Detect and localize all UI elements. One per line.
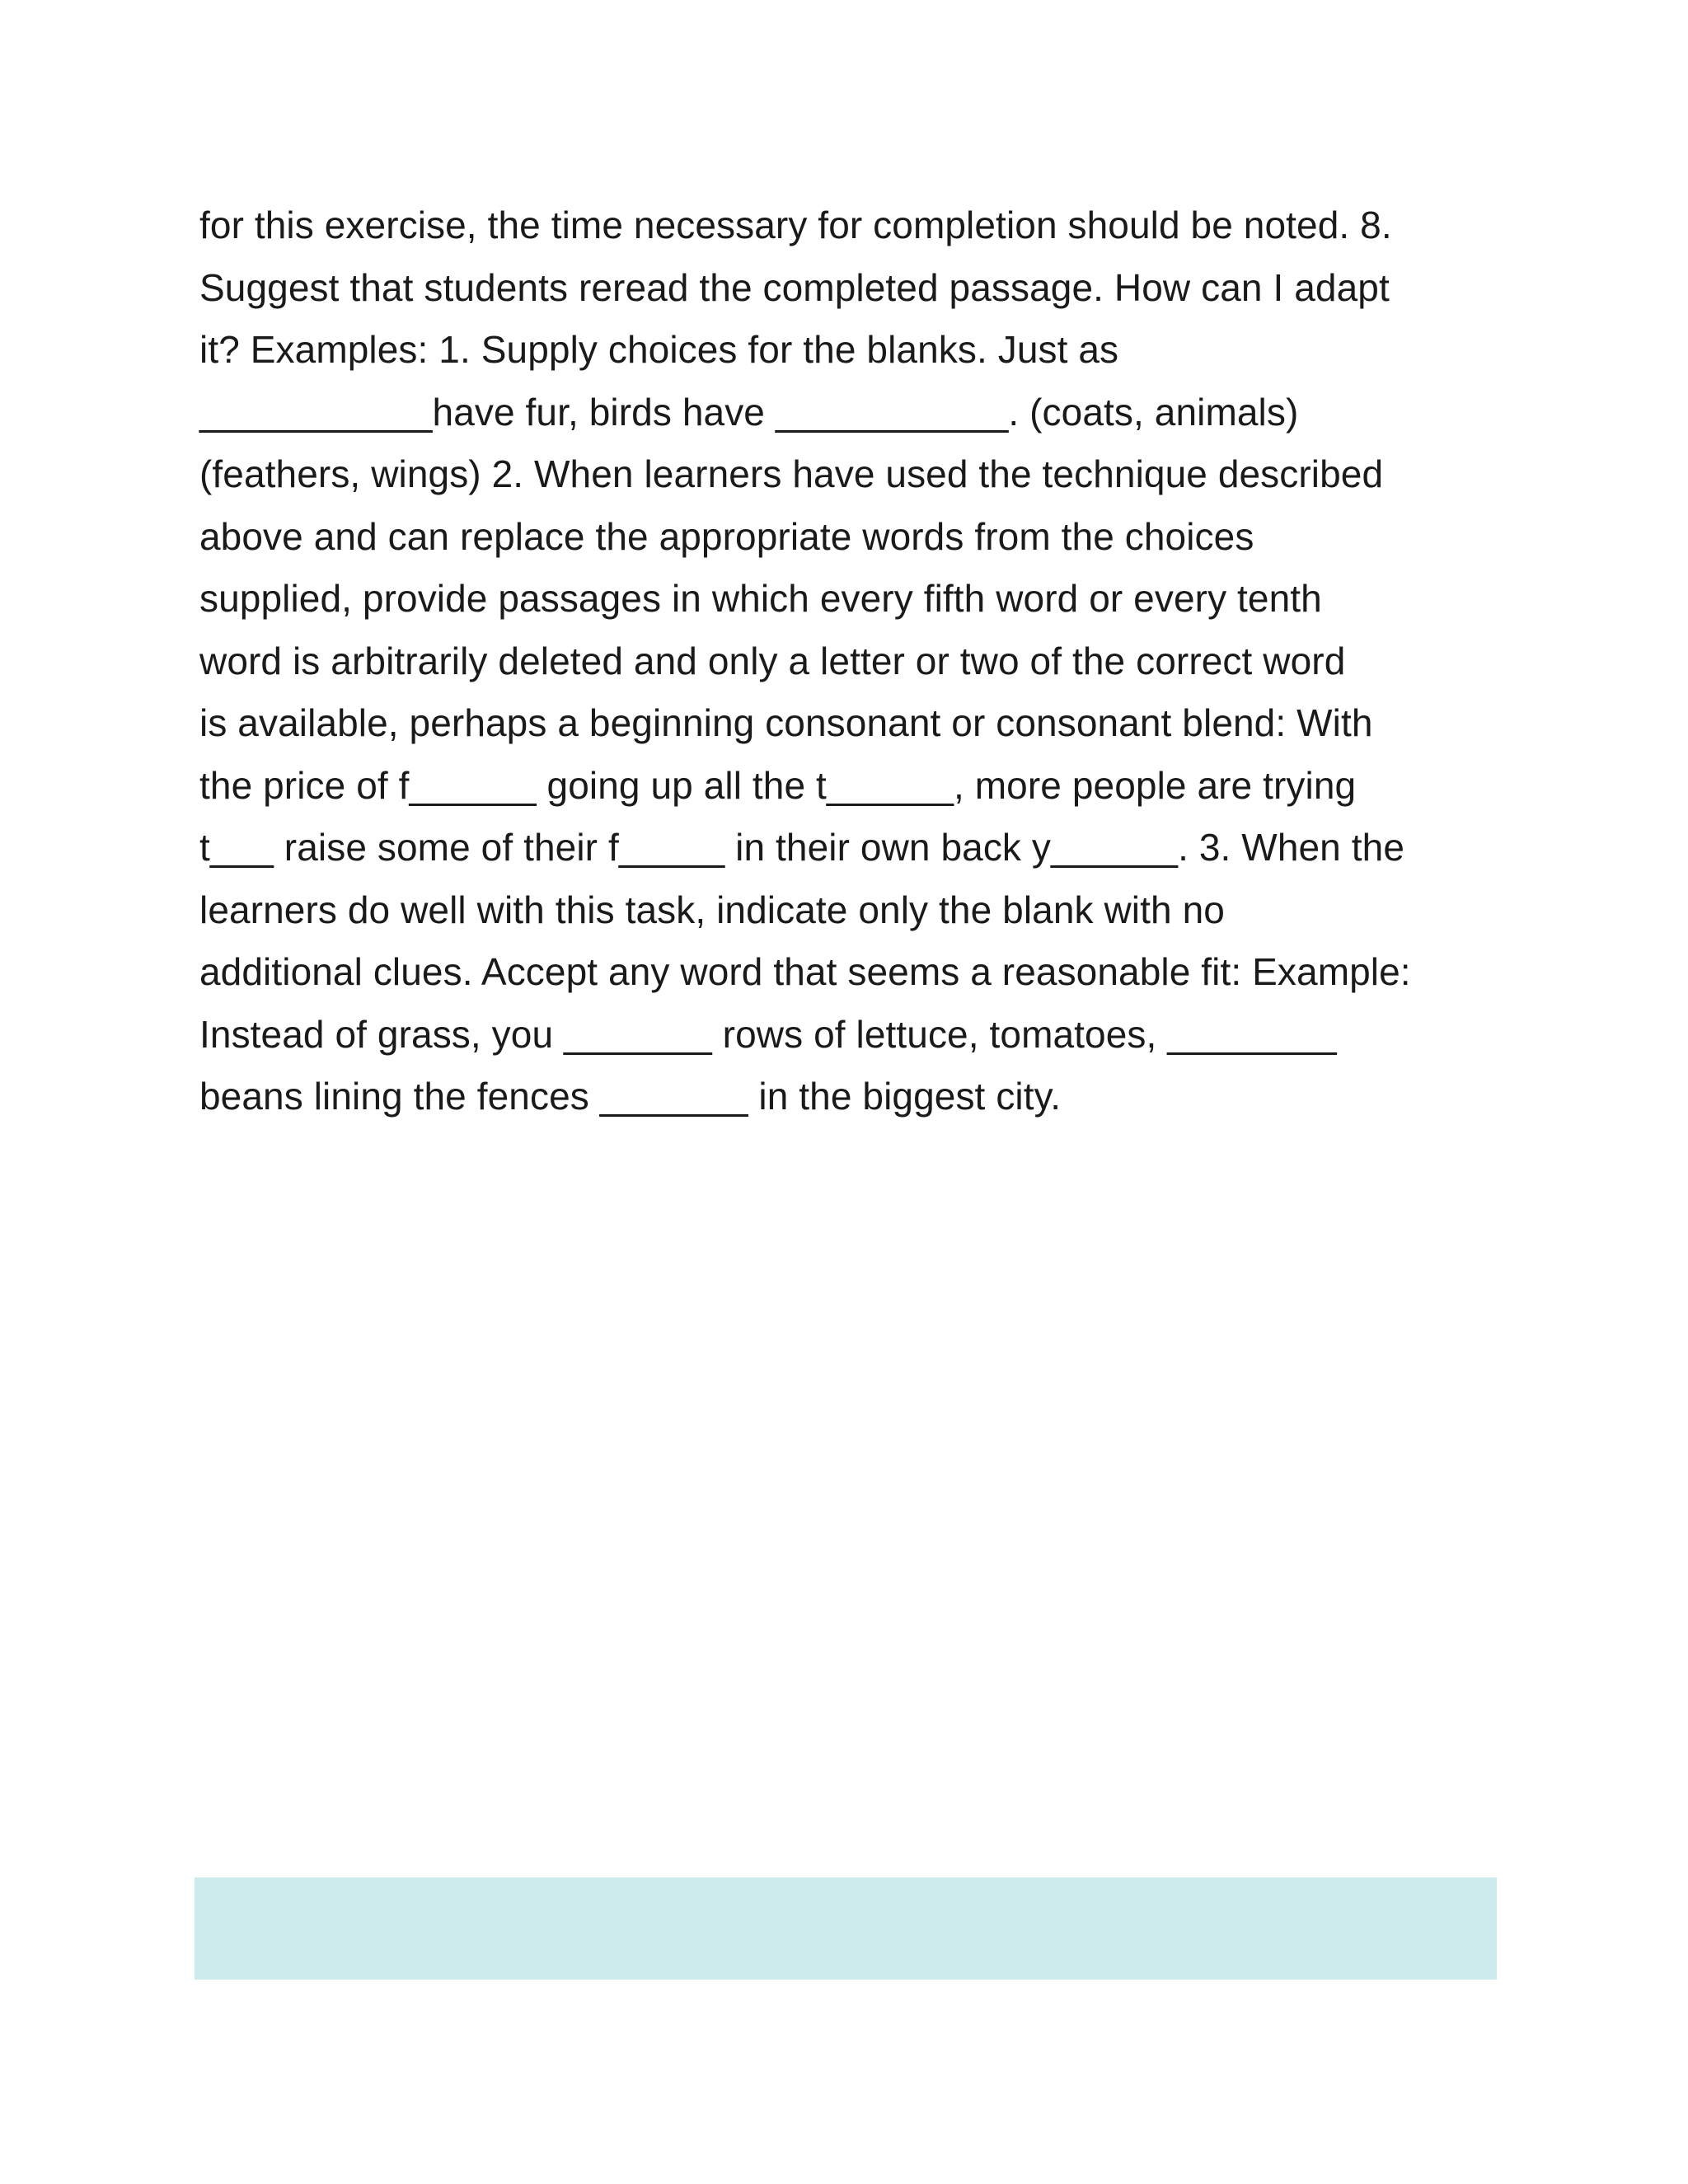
text-line: above and can replace the appropriate words from the choices (199, 514, 1254, 558)
text-line: learners do well with this task, indicate only the blank with no (199, 888, 1225, 931)
text-line: the price of f______ going up all the t______, more people are trying (199, 763, 1357, 807)
text-line: for this exercise, the time necessary for completion should be noted. 8. (199, 204, 1392, 246)
text-line: ___________have fur, birds have ___________. (coats, animals) (199, 390, 1299, 434)
text-line: additional clues. Accept any word that seems a reasonable fit: Example: (199, 950, 1411, 993)
text-line: Suggest that students reread the completed passage. How can I adapt (199, 265, 1390, 309)
text-line: word is arbitrarily deleted and only a letter or two of the correct word (199, 639, 1346, 682)
text-line: supplied, provide passages in which every fifth word or every tenth (199, 577, 1322, 620)
text-line: Instead of grass, you _______ rows of lettuce, tomatoes, ________ (199, 1012, 1337, 1056)
text-line: t___ raise some of their f_____ in their own back y______. 3. When the (199, 826, 1404, 869)
text-line: is available, perhaps a beginning consonant or consonant blend: With (199, 701, 1373, 744)
text-line: it? Examples: 1. Supply choices for the blanks. Just as (199, 328, 1119, 371)
body-text (199, 194, 1506, 1128)
text-line: (feathers, wings) 2. When learners have used the technique described (199, 452, 1384, 495)
footer-band (195, 1877, 1497, 1980)
text-line: beans lining the fences _______ in the biggest city. (199, 1075, 1062, 1118)
